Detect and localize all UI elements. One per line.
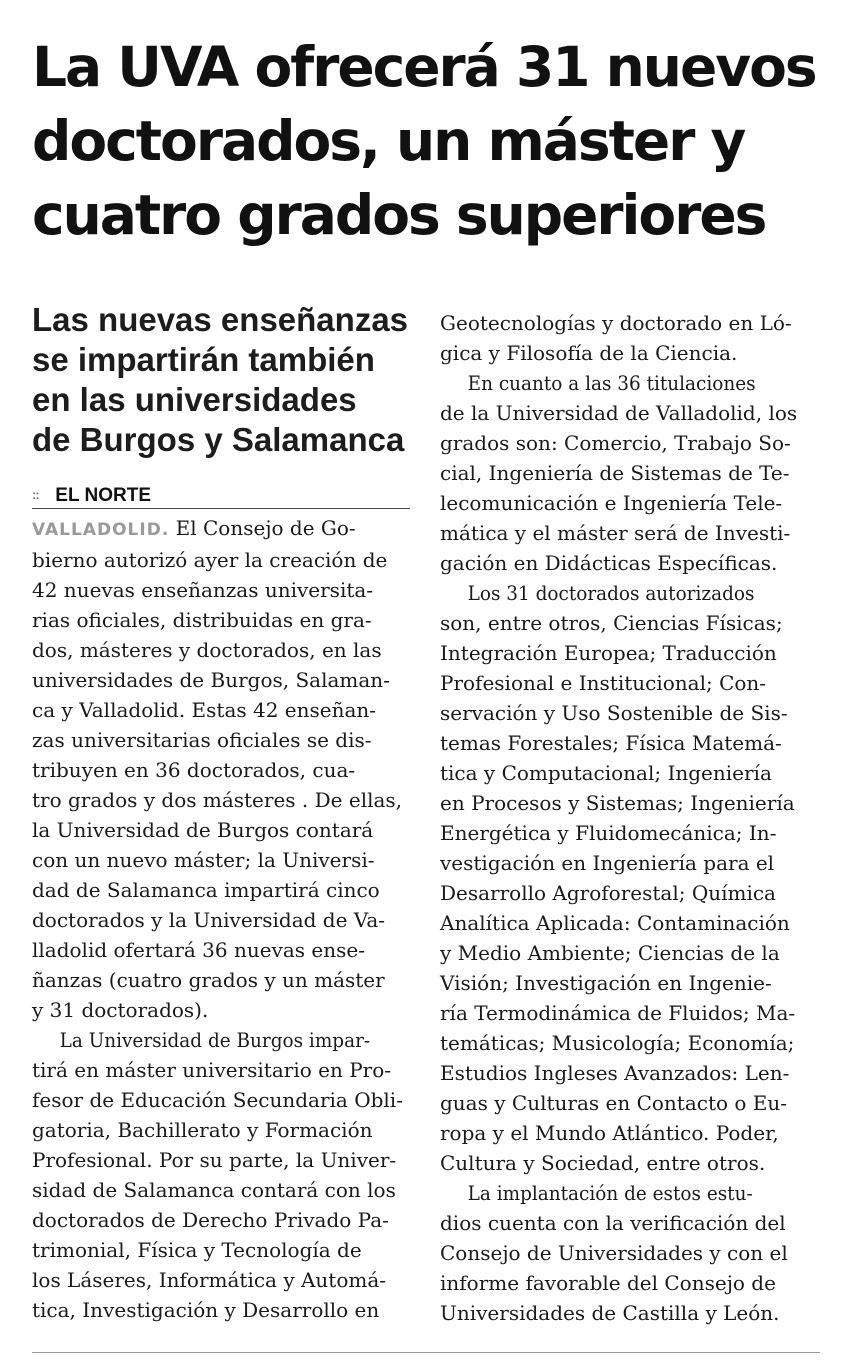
body-text-line	[440, 428, 822, 458]
body-text-line	[440, 518, 822, 548]
body-text-line	[440, 398, 822, 428]
body-text: gación en Didácticas Específicas.	[440, 551, 778, 575]
body-text-line	[32, 725, 414, 755]
body-text-line	[440, 1148, 822, 1178]
subheadline-line: Las nuevas enseñanzas	[32, 301, 409, 338]
body-text-line	[32, 785, 414, 815]
body-text: vestigación en Ingeniería para el	[440, 851, 775, 875]
body-text: lecomunicación e Ingeniería Tele-	[440, 491, 783, 515]
body-text: Profesional. Por su parte, la Univer-	[32, 1148, 397, 1172]
body-text: de la Universidad de Valladolid, los	[440, 401, 798, 425]
subheadline	[32, 300, 412, 460]
body-text-line	[440, 488, 822, 518]
body-text: temas Forestales; Física Matemá-	[440, 731, 782, 755]
byline	[32, 482, 410, 509]
body-text-line	[440, 1208, 822, 1238]
body-text-line	[32, 1115, 414, 1145]
body-text: gatoria, Bachillerato y Formación	[32, 1118, 373, 1142]
body-text-line	[440, 848, 822, 878]
bottom-rule	[32, 1352, 820, 1353]
headline-line: cuatro grados superiores	[32, 183, 766, 247]
body-text-line	[32, 1145, 414, 1175]
headline-line: La UVA ofrecerá 31 nuevos	[32, 35, 816, 99]
body-text: cial, Ingeniería de Sistemas de Te-	[440, 461, 790, 485]
body-text: Estudios Ingleses Avanzados: Len-	[440, 1061, 790, 1085]
body-text: Consejo de Universidades y con el	[440, 1241, 788, 1265]
body-text-line	[440, 368, 792, 398]
body-text: trimonial, Física y Tecnología de	[32, 1238, 362, 1262]
body-text-line	[32, 1295, 414, 1325]
body-text: guas y Culturas en Contacto o Eu-	[440, 1091, 788, 1115]
body-text: Universidades de Castilla y León.	[440, 1301, 780, 1325]
body-text: ñanzas (cuatro grados y un máster	[32, 968, 385, 992]
body-text-line	[440, 1178, 792, 1208]
body-text: La implantación de estos estu-	[467, 1181, 753, 1205]
body-text: Energética y Fluidomecánica; In-	[440, 821, 777, 845]
body-text-line	[440, 668, 822, 698]
byline-source: EL NORTE	[55, 485, 151, 506]
body-text-line	[440, 638, 822, 668]
body-text: Geotecnologías y doctorado en Ló-	[440, 311, 792, 335]
body-text-line	[32, 1265, 414, 1295]
subheadline-line: en las universidades	[32, 381, 357, 418]
headline	[32, 30, 822, 252]
body-text: tribuyen en 36 doctorados, cua-	[32, 758, 356, 782]
body-text-line	[440, 1118, 822, 1148]
body-text-line	[32, 695, 414, 725]
body-text: bierno autorizó ayer la creación de	[32, 548, 388, 572]
body-text-line	[32, 935, 414, 965]
body-text-line	[440, 578, 792, 608]
body-text: doctorados de Derecho Privado Pa-	[32, 1208, 389, 1232]
right-column	[440, 308, 822, 1328]
body-text-line	[440, 1298, 822, 1328]
body-text-line	[440, 1088, 822, 1118]
body-text: Los 31 doctorados autorizados	[467, 581, 755, 605]
body-text: 42 nuevas enseñanzas universita-	[32, 578, 374, 602]
body-text-line	[32, 605, 414, 635]
subheadline-line: se impartirán también	[32, 341, 375, 378]
body-text-line	[32, 1085, 414, 1115]
body-text: en Procesos y Sistemas; Ingeniería	[440, 791, 795, 815]
body-text-line	[440, 308, 822, 338]
body-text: ropa y el Mundo Atlántico. Poder,	[440, 1121, 779, 1145]
body-text: doctorados y la Universidad de Va-	[32, 908, 386, 932]
body-text-line	[440, 788, 822, 818]
body-text: los Láseres, Informática y Automá-	[32, 1268, 387, 1292]
body-text: universidades de Burgos, Salaman-	[32, 668, 390, 692]
body-text-line	[440, 1058, 822, 1088]
body-text-line	[440, 458, 822, 488]
body-text-line	[32, 545, 414, 575]
body-text-line	[32, 995, 414, 1025]
body-text-line	[32, 665, 414, 695]
body-text: tica, Investigación y Desarrollo en	[32, 1298, 380, 1322]
body-text-line	[32, 1205, 414, 1235]
body-text: tica y Computacional; Ingeniería	[440, 761, 772, 785]
body-text: sidad de Salamanca contará con los	[32, 1178, 396, 1202]
body-text: grados son: Comercio, Trabajo So-	[440, 431, 791, 455]
body-text-line	[32, 635, 414, 665]
body-text-line	[32, 905, 414, 935]
body-text: la Universidad de Burgos contará	[32, 818, 374, 842]
headline-line: doctorados, un máster y	[32, 109, 745, 173]
body-text: ca y Valladolid. Estas 42 enseñan-	[32, 698, 377, 722]
body-text-line	[440, 758, 822, 788]
body-text: Desarrollo Agroforestal; Química	[440, 881, 776, 905]
body-text-line	[440, 338, 822, 368]
body-text: dos, másteres y doctorados, en las	[32, 638, 382, 662]
body-text-line	[440, 878, 822, 908]
body-text: El Consejo de Go-	[175, 516, 356, 540]
byline-mark-icon: ::	[32, 487, 39, 502]
body-text: tirá en máster universitario en Pro-	[32, 1058, 392, 1082]
body-text: informe favorable del Consejo de	[440, 1271, 776, 1295]
body-text-line	[32, 575, 414, 605]
body-text: mática y el máster será de Investi-	[440, 521, 791, 545]
body-text: servación y Uso Sostenible de Sis-	[440, 701, 788, 725]
body-text: Integración Europea; Traducción	[440, 641, 777, 665]
body-text-line	[440, 698, 822, 728]
body-text: dios cuenta con la verificación del	[440, 1211, 786, 1235]
body-text: Analítica Aplicada: Contaminación	[440, 911, 790, 935]
body-text-line	[440, 938, 822, 968]
body-text-line	[32, 1175, 414, 1205]
body-text-line	[32, 1025, 384, 1055]
body-text: y 31 doctorados).	[32, 998, 209, 1022]
body-text-line	[440, 1028, 822, 1058]
body-text: rias oficiales, distribuidas en gra-	[32, 608, 372, 632]
dateline: VALLADOLID.	[32, 520, 170, 540]
body-text: y Medio Ambiente; Ciencias de la	[440, 941, 780, 965]
body-text: Cultura y Sociedad, entre otros.	[440, 1151, 766, 1175]
body-text: temáticas; Musicología; Economía;	[440, 1031, 795, 1055]
body-text-line	[440, 1238, 822, 1268]
body-text: fesor de Educación Secundaria Obli-	[32, 1088, 403, 1112]
body-text-line	[440, 908, 822, 938]
left-column	[32, 513, 414, 1325]
body-text: ría Termodinámica de Fluidos; Ma-	[440, 1001, 796, 1025]
body-text: dad de Salamanca impartirá cinco	[32, 878, 380, 902]
body-text-line	[32, 875, 414, 905]
subheadline-line: de Burgos y Salamanca	[32, 421, 405, 458]
body-text-line	[32, 755, 414, 785]
body-text: con un nuevo máster; la Universi-	[32, 848, 375, 872]
body-text-line	[440, 998, 822, 1028]
body-text: La Universidad de Burgos impar-	[59, 1028, 371, 1052]
body-text: En cuanto a las 36 titulaciones	[467, 371, 756, 395]
body-text: Visión; Investigación en Ingenie-	[440, 971, 772, 995]
body-text: gica y Filosofía de la Ciencia.	[440, 341, 738, 365]
body-text-line	[32, 845, 414, 875]
body-text-line	[32, 965, 414, 995]
body-text: son, entre otros, Ciencias Físicas;	[440, 611, 783, 635]
body-text-line	[440, 1268, 822, 1298]
body-text-line	[32, 513, 414, 545]
body-text-line	[32, 1235, 414, 1265]
body-text-line	[440, 608, 822, 638]
body-text: lladolid ofertará 36 nuevas ense-	[32, 938, 365, 962]
body-text-line	[440, 728, 822, 758]
body-text: zas universitarias oficiales se dis-	[32, 728, 372, 752]
body-text-line	[32, 1055, 414, 1085]
body-text-line	[32, 815, 414, 845]
body-text-line	[440, 968, 822, 998]
body-text-line	[440, 818, 822, 848]
body-text: tro grados y dos másteres . De ellas,	[32, 788, 403, 812]
body-text: Profesional e Institucional; Con-	[440, 671, 767, 695]
body-text-line	[440, 548, 822, 578]
